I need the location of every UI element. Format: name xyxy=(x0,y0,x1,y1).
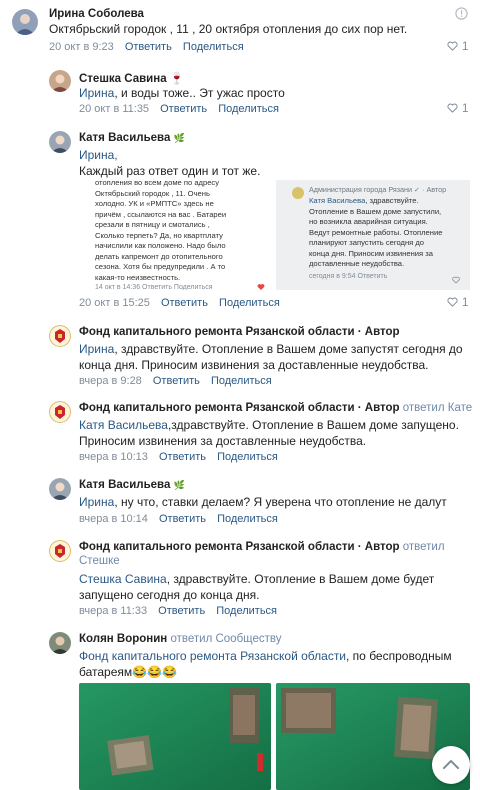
share-button[interactable]: Поделиться xyxy=(218,103,279,115)
share-button[interactable]: Поделиться xyxy=(210,375,272,387)
comment-text-line2: запущено сегодня до конца дня. xyxy=(79,588,260,602)
mention-link[interactable]: Ирина xyxy=(79,342,115,356)
screenshot-text-line: причём , ссылаются на вас . Батареи xyxy=(95,209,227,219)
reply-button[interactable]: Ответить xyxy=(158,451,207,463)
comment-author[interactable]: Катя Васильева 🌿 xyxy=(79,132,185,144)
screenshot-text-line: доставленные неудобства. xyxy=(309,259,405,268)
mention-link[interactable]: Стешка Савина xyxy=(79,572,167,586)
mention-link: Катя Васильева xyxy=(309,196,366,205)
like-count: 1 xyxy=(462,297,469,309)
screenshot-text-line: делать капремонт до отопительного xyxy=(95,251,223,261)
comment-text: Ирина, ну что, ставки делаем? Я уверена что отопление не далут xyxy=(79,495,447,509)
comment-text: Фонд капитального ремонта Рязанской области, по беспроводным xyxy=(79,649,452,663)
mention-link[interactable]: Ирина, xyxy=(79,148,118,162)
attached-screenshot-post[interactable] xyxy=(79,180,269,290)
avatar[interactable] xyxy=(49,632,71,654)
comment-author[interactable]: Фонд капитального ремонта Рязанской области · Автор ответил Кате xyxy=(79,402,473,414)
leaf-emoji: 🌿 xyxy=(173,480,185,490)
comment-meta xyxy=(49,41,252,53)
chevron-up-icon xyxy=(432,746,470,784)
screenshot-text-line: планируют запустить сегодня до xyxy=(309,238,425,247)
comment-time[interactable]: 20 окт в 9:23 xyxy=(49,41,114,53)
avatar xyxy=(292,187,304,199)
comment-meta xyxy=(79,605,285,617)
mention-link[interactable]: Катя Васильева xyxy=(79,418,168,432)
comment-time[interactable]: 20 окт в 11:35 xyxy=(79,103,150,115)
screenshot-text-line: холодно. УК и «РМПТС» здесь не xyxy=(95,199,214,208)
comment-text: Ирина, здравствуйте. Отопление в Вашем доме запустят сегодня до xyxy=(79,342,463,356)
reply-button[interactable]: Ответить xyxy=(152,375,200,387)
comment-author[interactable]: Фонд капитального ремонта Рязанской области · Автор ответил xyxy=(79,541,445,553)
comment-meta xyxy=(79,375,280,387)
comment-time[interactable]: вчера в 9:28 xyxy=(79,375,142,387)
like-button[interactable] xyxy=(447,41,468,53)
screenshot-text-line: но возникла аварийная ситуация. xyxy=(309,217,428,226)
comment-text-line2: конца дня. Приносим извинения за доставленные неудобства. xyxy=(79,358,429,372)
mention-link[interactable]: Ирина xyxy=(79,86,115,100)
comment-meta xyxy=(79,103,287,115)
comment-text: Катя Васильева,здравствуйте. Отопление в Вашем доме запущено. xyxy=(79,418,459,432)
like-button[interactable] xyxy=(447,103,468,115)
like-count: 1 xyxy=(462,103,469,115)
screenshot-text-line: Катя Васильева, здравствуйте. xyxy=(309,196,419,205)
share-button[interactable]: Поделиться xyxy=(182,41,244,53)
avatar[interactable] xyxy=(49,70,71,92)
screenshot-text-line: сезона. Хотя бы предупредили . А то xyxy=(95,262,226,271)
scroll-up-button[interactable] xyxy=(432,746,470,784)
leaf-emoji: 🌿 xyxy=(173,133,185,143)
comment-text-line2: Приносим извинения за доставленные неудобства. xyxy=(79,434,367,448)
share-button[interactable]: Поделиться xyxy=(217,513,278,525)
comment-author[interactable]: Колян Воронин ответил Сообществу xyxy=(79,633,282,645)
comment-time[interactable]: вчера в 11:33 xyxy=(79,605,148,617)
reply-header: Администрация города Рязани ✓ · Автор xyxy=(309,185,447,194)
reply-to-label[interactable]: ответил Кате xyxy=(402,402,473,414)
heart-icon xyxy=(257,280,265,288)
info-circle-icon[interactable] xyxy=(455,7,468,20)
screenshot-text-line: Отопление в Вашем доме запустили, xyxy=(309,206,442,216)
mention-link[interactable]: Ирина xyxy=(79,495,115,509)
like-count: 1 xyxy=(462,41,469,53)
screenshot-text-line: Октябрьский городок , 11. Очень xyxy=(95,188,210,198)
reply-button[interactable]: Ответить xyxy=(158,605,206,617)
comment-time[interactable]: 20 окт в 15:25 xyxy=(79,297,150,309)
attached-photo-1[interactable] xyxy=(79,683,271,790)
comment-time[interactable]: вчера в 10:13 xyxy=(79,451,148,463)
screenshot-text-line: Ведут ремонтные работы. Отопление xyxy=(309,227,443,237)
screenshot-text-line: отопления во всем доме по адресу xyxy=(95,180,220,187)
like-button[interactable] xyxy=(447,297,468,309)
reply-to-label[interactable]: ответил Сообществу xyxy=(170,633,282,645)
attached-screenshot-reply[interactable] xyxy=(276,180,470,290)
reply-button[interactable]: Ответить xyxy=(160,297,208,309)
avatar[interactable] xyxy=(12,9,38,35)
screenshot-text-line: Сколько терпеть? Да, но квартплату xyxy=(95,230,223,240)
heart-icon xyxy=(452,273,460,281)
heart-icon xyxy=(447,297,458,307)
reply-to-label: ответил xyxy=(402,541,445,553)
share-button[interactable]: Поделиться xyxy=(216,605,278,617)
share-button[interactable]: Поделиться xyxy=(219,297,280,309)
screenshot-text-line: какая-то неизвестность. xyxy=(95,272,181,282)
fond-logo-avatar[interactable] xyxy=(49,325,71,347)
comment-author[interactable]: Ирина Соболева xyxy=(49,8,144,20)
screenshot-text-line: 14 окт в 14:36 Ответить Поделиться xyxy=(95,284,213,290)
mention-link[interactable]: Фонд капитального ремонта Рязанской области xyxy=(79,649,347,663)
avatar[interactable] xyxy=(49,131,71,153)
comment-text-line2: батареям😂😂😂 xyxy=(79,665,177,679)
fond-logo-avatar[interactable] xyxy=(49,540,71,562)
heart-icon xyxy=(447,41,458,51)
reply-button[interactable]: Ответить xyxy=(160,103,208,115)
screenshot-text-line: конца дня. Приносим извинения за xyxy=(309,248,433,258)
comment-meta xyxy=(79,451,286,463)
screenshot-text-line: начислили как положено. Надо было xyxy=(95,241,226,250)
comment-text: Каждый раз ответ один и тот же. xyxy=(79,164,261,178)
comment-author[interactable]: Катя Васильева 🌿 xyxy=(79,479,185,491)
comment-author[interactable]: Фонд капитального ремонта Рязанской области · Автор xyxy=(79,326,400,338)
fond-logo-avatar[interactable] xyxy=(49,401,71,423)
screenshot-meta: сегодня в 9:54 Ответить xyxy=(309,272,388,280)
share-button[interactable]: Поделиться xyxy=(217,451,278,463)
avatar[interactable] xyxy=(49,478,71,500)
heart-icon xyxy=(447,103,458,113)
reply-to-target[interactable]: Стешке xyxy=(79,555,120,567)
wine-emoji: 🍷 xyxy=(169,73,185,85)
comment-meta xyxy=(79,513,286,525)
reply-button[interactable]: Ответить xyxy=(158,513,207,525)
reply-button[interactable]: Ответить xyxy=(124,41,172,53)
comment-meta xyxy=(79,297,288,309)
comment-text: Октябрьский городок , 11 , 20 октября отопления до сих пор нет. xyxy=(49,22,408,36)
comment-text: Стешка Савина, здравствуйте. Отопление в Вашем доме будет xyxy=(79,572,435,586)
screenshot-text-line: срезали в пятницу и смотались , xyxy=(95,220,210,229)
comment-author[interactable]: Стешка Савина 🍷 xyxy=(79,73,185,85)
comment-time[interactable]: вчера в 10:14 xyxy=(79,513,148,525)
comment-text: Ирина, и воды тоже.. Эт ужас просто xyxy=(79,86,285,100)
